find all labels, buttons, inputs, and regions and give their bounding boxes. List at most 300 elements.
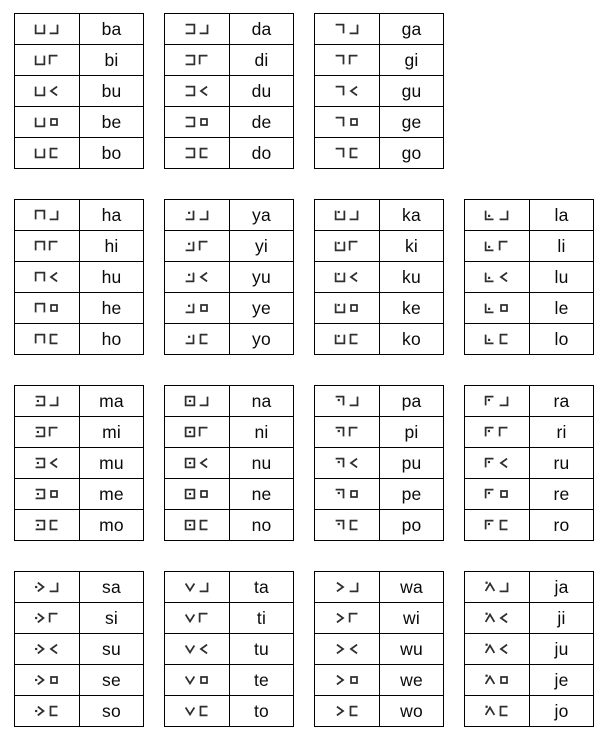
glyph-cell-se	[15, 665, 80, 696]
table-row	[315, 293, 444, 324]
glyph-cell-ga	[315, 14, 380, 45]
table-row	[165, 417, 294, 448]
glyph-ge-icon	[333, 115, 361, 129]
romanization-label: te	[230, 665, 294, 696]
glyph-cell-ke	[315, 293, 380, 324]
glyph-ru-icon	[483, 456, 511, 470]
table-row	[165, 448, 294, 479]
table-row	[465, 510, 594, 541]
romanization-label: hu	[80, 262, 144, 293]
table-row	[465, 665, 594, 696]
table-row	[315, 107, 444, 138]
glyph-cell-no	[165, 510, 230, 541]
syllable-table-t-series	[164, 571, 294, 727]
glyph-cell-da	[165, 14, 230, 45]
glyph-hu-icon	[33, 270, 61, 284]
glyph-gi-icon	[333, 53, 361, 67]
romanization-label: wi	[380, 603, 444, 634]
glyph-cell-ge	[315, 107, 380, 138]
glyph-wu-icon	[333, 642, 361, 656]
romanization-label: du	[230, 76, 294, 107]
table-row	[165, 665, 294, 696]
table-row	[315, 231, 444, 262]
syllable-table-k-series	[314, 199, 444, 355]
table-row	[165, 231, 294, 262]
glyph-bo-icon	[33, 146, 61, 160]
romanization-label: we	[380, 665, 444, 696]
glyph-cell-yu	[165, 262, 230, 293]
glyph-pu-icon	[333, 456, 361, 470]
glyph-le-icon	[483, 301, 511, 315]
glyph-cell-hu	[15, 262, 80, 293]
glyph-bi-icon	[33, 53, 61, 67]
glyph-go-icon	[333, 146, 361, 160]
romanization-label: ni	[230, 417, 294, 448]
glyph-cell-bu	[15, 76, 80, 107]
romanization-label: mi	[80, 417, 144, 448]
table-row	[165, 45, 294, 76]
romanization-label: ho	[80, 324, 144, 355]
romanization-label: la	[530, 200, 594, 231]
glyph-cell-nu	[165, 448, 230, 479]
glyph-su-icon	[33, 642, 61, 656]
glyph-cell-ka	[315, 200, 380, 231]
table-row	[165, 262, 294, 293]
glyph-ho-icon	[33, 332, 61, 346]
romanization-label: ha	[80, 200, 144, 231]
glyph-cell-po	[315, 510, 380, 541]
table-row	[165, 634, 294, 665]
table-row	[165, 479, 294, 510]
romanization-label: wu	[380, 634, 444, 665]
glyph-ye-icon	[183, 301, 211, 315]
romanization-label: pe	[380, 479, 444, 510]
glyph-ma-icon	[33, 394, 61, 408]
romanization-label: su	[80, 634, 144, 665]
romanization-label: lu	[530, 262, 594, 293]
glyph-cell-do	[165, 138, 230, 169]
romanization-label: ju	[530, 634, 594, 665]
table-row	[315, 510, 444, 541]
glyph-cell-gu	[315, 76, 380, 107]
glyph-cell-wi	[315, 603, 380, 634]
glyph-cell-ya	[165, 200, 230, 231]
syllable-table-p-series	[314, 385, 444, 541]
syllable-table-s-series	[14, 571, 144, 727]
table-row-4	[14, 571, 612, 727]
glyph-cell-ju	[465, 634, 530, 665]
romanization-label: bu	[80, 76, 144, 107]
romanization-label: yi	[230, 231, 294, 262]
romanization-label: tu	[230, 634, 294, 665]
syllable-table-j-series	[464, 571, 594, 727]
glyph-ri-icon	[483, 425, 511, 439]
glyph-cell-ti	[165, 603, 230, 634]
glyph-po-icon	[333, 518, 361, 532]
romanization-label: ga	[380, 14, 444, 45]
table-row	[15, 448, 144, 479]
glyph-ha-icon	[33, 208, 61, 222]
glyph-cell-ro	[465, 510, 530, 541]
glyph-si-icon	[33, 611, 61, 625]
glyph-hi-icon	[33, 239, 61, 253]
table-row	[315, 262, 444, 293]
glyph-ga-icon	[333, 22, 361, 36]
glyph-so-icon	[33, 704, 61, 718]
glyph-cell-be	[15, 107, 80, 138]
glyph-ju-icon	[483, 642, 511, 656]
romanization-label: pi	[380, 417, 444, 448]
glyph-ro-icon	[483, 518, 511, 532]
romanization-label: ri	[530, 417, 594, 448]
table-row	[465, 696, 594, 727]
table-row	[165, 200, 294, 231]
glyph-to-icon	[183, 704, 211, 718]
table-row	[315, 200, 444, 231]
glyph-cell-bi	[15, 45, 80, 76]
glyph-ba-icon	[33, 22, 61, 36]
glyph-cell-ji	[465, 603, 530, 634]
glyph-cell-ne	[165, 479, 230, 510]
table-row	[165, 293, 294, 324]
romanization-label: mo	[80, 510, 144, 541]
table-row	[15, 293, 144, 324]
table-row	[165, 138, 294, 169]
table-row	[465, 448, 594, 479]
table-row	[15, 479, 144, 510]
romanization-label: ti	[230, 603, 294, 634]
table-row	[315, 417, 444, 448]
table-row	[15, 324, 144, 355]
romanization-label: ko	[380, 324, 444, 355]
glyph-cell-ta	[165, 572, 230, 603]
table-row	[15, 45, 144, 76]
romanization-label: yo	[230, 324, 294, 355]
romanization-label: ra	[530, 386, 594, 417]
glyph-ra-icon	[483, 394, 511, 408]
glyph-ti-icon	[183, 611, 211, 625]
glyph-yu-icon	[183, 270, 211, 284]
table-row	[165, 603, 294, 634]
glyph-jo-icon	[483, 704, 511, 718]
table-row	[15, 262, 144, 293]
glyph-te-icon	[183, 673, 211, 687]
table-row	[315, 45, 444, 76]
glyph-cell-lo	[465, 324, 530, 355]
glyph-cell-sa	[15, 572, 80, 603]
romanization-label: so	[80, 696, 144, 727]
syllable-table-l-series	[464, 199, 594, 355]
romanization-label: na	[230, 386, 294, 417]
glyph-cell-bo	[15, 138, 80, 169]
glyph-cell-pi	[315, 417, 380, 448]
glyph-ka-icon	[333, 208, 361, 222]
glyph-cell-ni	[165, 417, 230, 448]
glyph-cell-na	[165, 386, 230, 417]
romanization-label: ma	[80, 386, 144, 417]
glyph-ku-icon	[333, 270, 361, 284]
glyph-cell-ru	[465, 448, 530, 479]
glyph-cell-mu	[15, 448, 80, 479]
table-row	[315, 696, 444, 727]
romanization-label: ka	[380, 200, 444, 231]
syllable-table-b-series	[14, 13, 144, 169]
table-row	[15, 634, 144, 665]
glyph-cell-ba	[15, 14, 80, 45]
table-row	[165, 572, 294, 603]
romanization-label: ji	[530, 603, 594, 634]
romanization-label: go	[380, 138, 444, 169]
table-row	[315, 665, 444, 696]
romanization-label: he	[80, 293, 144, 324]
table-row	[315, 479, 444, 510]
table-row	[315, 14, 444, 45]
romanization-label: de	[230, 107, 294, 138]
glyph-ke-icon	[333, 301, 361, 315]
table-row	[15, 200, 144, 231]
glyph-cell-ho	[15, 324, 80, 355]
glyph-la-icon	[483, 208, 511, 222]
romanization-label: po	[380, 510, 444, 541]
syllable-table-r-series	[464, 385, 594, 541]
glyph-gu-icon	[333, 84, 361, 98]
table-row	[15, 138, 144, 169]
romanization-label: re	[530, 479, 594, 510]
glyph-cell-li	[465, 231, 530, 262]
glyph-cell-yi	[165, 231, 230, 262]
glyph-cell-wa	[315, 572, 380, 603]
romanization-label: bi	[80, 45, 144, 76]
glyph-cell-pe	[315, 479, 380, 510]
glyph-tu-icon	[183, 642, 211, 656]
glyph-bu-icon	[33, 84, 61, 98]
glyph-cell-te	[165, 665, 230, 696]
table-row	[15, 386, 144, 417]
romanization-label: jo	[530, 696, 594, 727]
romanization-label: li	[530, 231, 594, 262]
romanization-label: ba	[80, 14, 144, 45]
glyph-wa-icon	[333, 580, 361, 594]
glyph-cell-go	[315, 138, 380, 169]
table-row	[465, 231, 594, 262]
romanization-label: do	[230, 138, 294, 169]
glyph-cell-to	[165, 696, 230, 727]
romanization-label: da	[230, 14, 294, 45]
glyph-lo-icon	[483, 332, 511, 346]
table-row	[315, 572, 444, 603]
table-row	[15, 417, 144, 448]
glyph-je-icon	[483, 673, 511, 687]
glyph-mi-icon	[33, 425, 61, 439]
romanization-label: ta	[230, 572, 294, 603]
glyph-li-icon	[483, 239, 511, 253]
glyph-cell-wo	[315, 696, 380, 727]
table-row	[465, 603, 594, 634]
table-row	[465, 324, 594, 355]
romanization-label: no	[230, 510, 294, 541]
table-row	[165, 386, 294, 417]
romanization-label: nu	[230, 448, 294, 479]
romanization-label: ja	[530, 572, 594, 603]
glyph-cell-we	[315, 665, 380, 696]
glyph-ki-icon	[333, 239, 361, 253]
glyph-no-icon	[183, 518, 211, 532]
glyph-cell-lu	[465, 262, 530, 293]
glyph-cell-di	[165, 45, 230, 76]
romanization-label: wa	[380, 572, 444, 603]
glyph-cell-ye	[165, 293, 230, 324]
romanization-label: bo	[80, 138, 144, 169]
table-row	[15, 231, 144, 262]
glyph-we-icon	[333, 673, 361, 687]
table-row	[465, 262, 594, 293]
table-row	[15, 107, 144, 138]
glyph-ta-icon	[183, 580, 211, 594]
table-row	[15, 76, 144, 107]
glyph-cell-ku	[315, 262, 380, 293]
romanization-label: le	[530, 293, 594, 324]
table-row	[465, 634, 594, 665]
table-row	[165, 107, 294, 138]
glyph-re-icon	[483, 487, 511, 501]
glyph-cell-hi	[15, 231, 80, 262]
glyph-cell-me	[15, 479, 80, 510]
table-row	[165, 510, 294, 541]
syllable-table-h-series	[14, 199, 144, 355]
table-row	[315, 448, 444, 479]
table-row	[165, 696, 294, 727]
glyph-pi-icon	[333, 425, 361, 439]
romanization-label: sa	[80, 572, 144, 603]
glyph-ji-icon	[483, 611, 511, 625]
romanization-label: hi	[80, 231, 144, 262]
syllable-table-d-series	[164, 13, 294, 169]
glyph-cell-he	[15, 293, 80, 324]
romanization-label: ya	[230, 200, 294, 231]
glyph-de-icon	[183, 115, 211, 129]
romanization-label: to	[230, 696, 294, 727]
glyph-wi-icon	[333, 611, 361, 625]
syllable-table-w-series	[314, 571, 444, 727]
romanization-label: ki	[380, 231, 444, 262]
glyph-wo-icon	[333, 704, 361, 718]
romanization-label: me	[80, 479, 144, 510]
glyph-cell-jo	[465, 696, 530, 727]
table-row	[315, 76, 444, 107]
table-row	[315, 634, 444, 665]
glyph-cell-gi	[315, 45, 380, 76]
glyph-cell-ko	[315, 324, 380, 355]
table-row	[165, 76, 294, 107]
glyph-yo-icon	[183, 332, 211, 346]
glyph-cell-pa	[315, 386, 380, 417]
glyph-cell-wu	[315, 634, 380, 665]
table-row	[315, 603, 444, 634]
romanization-label: ge	[380, 107, 444, 138]
glyph-cell-je	[465, 665, 530, 696]
glyph-cell-mi	[15, 417, 80, 448]
table-row	[15, 665, 144, 696]
table-row	[465, 293, 594, 324]
glyph-yi-icon	[183, 239, 211, 253]
table-row	[15, 603, 144, 634]
glyph-da-icon	[183, 22, 211, 36]
glyph-na-icon	[183, 394, 211, 408]
romanization-label: wo	[380, 696, 444, 727]
glyph-di-icon	[183, 53, 211, 67]
glyph-cell-ja	[465, 572, 530, 603]
glyph-ya-icon	[183, 208, 211, 222]
romanization-label: ru	[530, 448, 594, 479]
romanization-label: ke	[380, 293, 444, 324]
glyph-ja-icon	[483, 580, 511, 594]
syllable-table-m-series	[14, 385, 144, 541]
table-row	[15, 572, 144, 603]
glyph-cell-re	[465, 479, 530, 510]
romanization-label: gu	[380, 76, 444, 107]
glyph-he-icon	[33, 301, 61, 315]
glyph-cell-la	[465, 200, 530, 231]
romanization-label: pa	[380, 386, 444, 417]
syllable-table-n-series	[164, 385, 294, 541]
table-row	[465, 572, 594, 603]
romanization-label: je	[530, 665, 594, 696]
glyph-cell-so	[15, 696, 80, 727]
table-row	[15, 696, 144, 727]
table-row	[15, 14, 144, 45]
glyph-cell-ki	[315, 231, 380, 262]
glyph-cell-de	[165, 107, 230, 138]
table-row	[165, 14, 294, 45]
glyph-cell-pu	[315, 448, 380, 479]
glyph-cell-le	[465, 293, 530, 324]
table-row	[315, 324, 444, 355]
glyph-cell-ri	[465, 417, 530, 448]
glyph-be-icon	[33, 115, 61, 129]
glyph-cell-ma	[15, 386, 80, 417]
table-row	[465, 417, 594, 448]
romanization-label: ro	[530, 510, 594, 541]
glyph-cell-si	[15, 603, 80, 634]
table-row-3	[14, 385, 612, 541]
glyph-lu-icon	[483, 270, 511, 284]
glyph-se-icon	[33, 673, 61, 687]
glyph-mu-icon	[33, 456, 61, 470]
table-row	[465, 479, 594, 510]
glyph-ne-icon	[183, 487, 211, 501]
table-row	[165, 324, 294, 355]
romanization-label: di	[230, 45, 294, 76]
glyph-cell-yo	[165, 324, 230, 355]
glyph-cell-su	[15, 634, 80, 665]
glyph-pe-icon	[333, 487, 361, 501]
romanization-label: mu	[80, 448, 144, 479]
romanization-label: gi	[380, 45, 444, 76]
table-row	[465, 386, 594, 417]
romanization-label: si	[80, 603, 144, 634]
glyph-sa-icon	[33, 580, 61, 594]
romanization-label: ku	[380, 262, 444, 293]
glyph-ni-icon	[183, 425, 211, 439]
table-row-1	[14, 13, 612, 169]
romanization-label: yu	[230, 262, 294, 293]
table-row	[465, 200, 594, 231]
romanization-label: pu	[380, 448, 444, 479]
glyph-pa-icon	[333, 394, 361, 408]
glyph-mo-icon	[33, 518, 61, 532]
table-row	[15, 510, 144, 541]
glyph-cell-du	[165, 76, 230, 107]
